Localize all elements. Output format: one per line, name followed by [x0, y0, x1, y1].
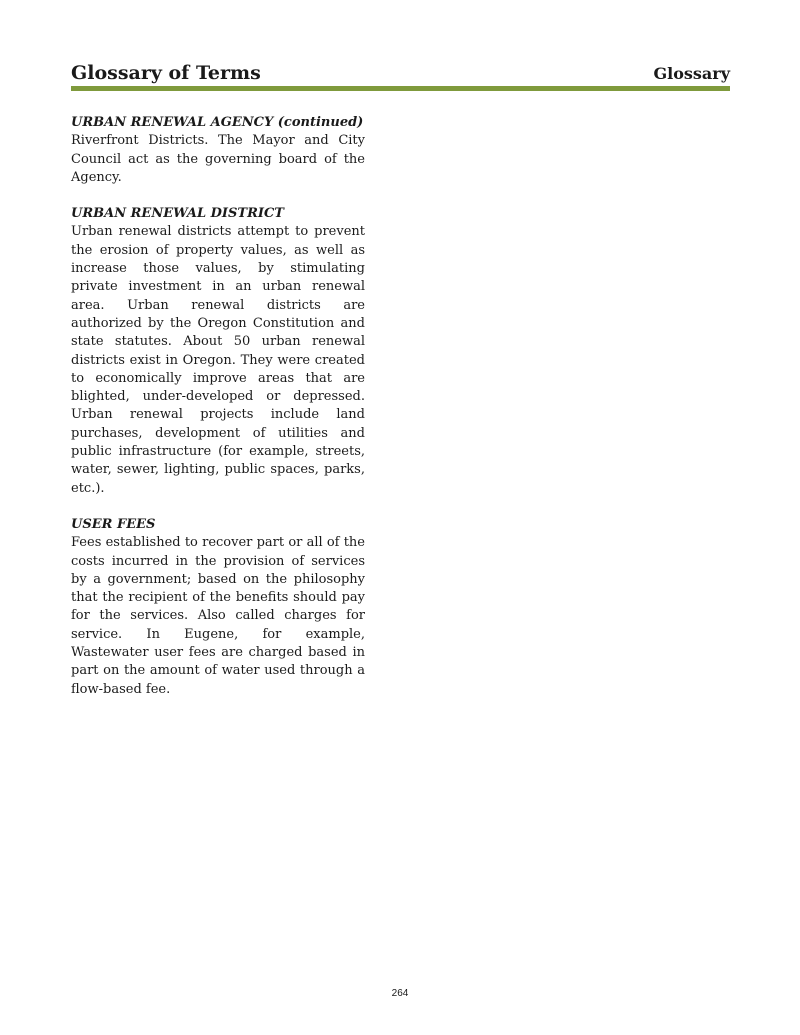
page-title: Glossary of Terms — [71, 62, 261, 84]
page-number: 264 — [391, 988, 409, 999]
section-label: Glossary — [653, 64, 730, 83]
glossary-definition: Fees established to recover part or all of the costs incurred in the provision of services by a government; based on the philosophy that the recipient of the benefits should pay for the services. Also called charges for service. In Eugene, for example, Wastewater user fees are charged based in part on the amount of water used through a flow-based fee. — [71, 535, 365, 697]
glossary-entry-user-fees — [71, 516, 365, 699]
header-divider — [71, 86, 730, 91]
glossary-term: URBAN RENEWAL DISTRICT — [71, 206, 284, 222]
glossary-definition: Riverfront Districts. The Mayor and City Council act as the governing board of the Agency. — [71, 133, 365, 185]
glossary-definition: Urban renewal districts attempt to prevent the erosion of property values, as well as increase those values, by stimulating private investment in an urban renewal area. Urban renewal districts are authorized by the Oregon Constitution and state statutes. About 50 urban renewal districts exist in Oregon. They were created to economically improve areas that are blighted, under-developed or depressed. Urban renewal projects include land purchases, development of utilities and public infrastructure (for example, streets, water, sewer, lighting, public spaces, parks, etc.). — [71, 224, 365, 496]
glossary-term: USER FEES — [71, 516, 156, 532]
page-header — [71, 60, 730, 86]
glossary-column — [71, 114, 365, 717]
glossary-entry-urban-renewal-agency — [71, 114, 365, 187]
glossary-term: URBAN RENEWAL AGENCY (continued) — [71, 115, 364, 130]
glossary-entry-urban-renewal-district — [71, 205, 365, 498]
